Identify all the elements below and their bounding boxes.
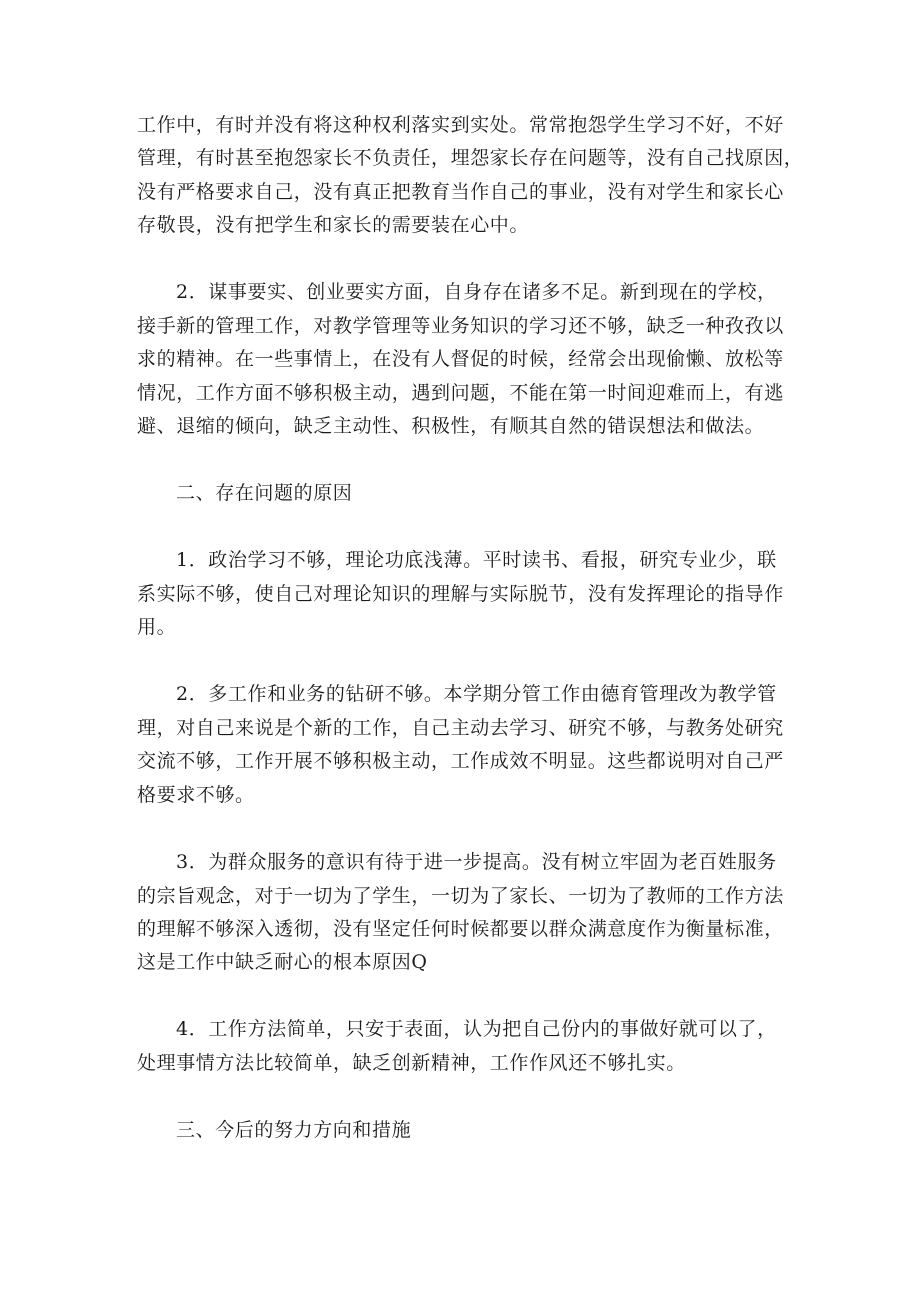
text-line: 管理，有时甚至抱怨家长不负责任，埋怨家长存在问题等，没有自己找原因，: [137, 147, 804, 169]
text-line: 这是工作中缺乏耐心的根本原因Q: [137, 951, 428, 973]
text-line: 避、退缩的倾向，缺乏主动性、积极性，有顺其自然的错误想法和做法。: [137, 415, 765, 437]
text-line: 情况，工作方面不够积极主动，遇到问题，不能在第一时间迎难而上，有逃: [137, 382, 784, 404]
text-line: 没有严格要求自己，没有真正把教育当作自己的事业，没有对学生和家长心: [137, 181, 784, 203]
section-heading: 三、今后的努力方向和措施: [176, 1119, 412, 1141]
text-line: 4．工作方法简单，只安于表面，认为把自己份内的事做好就可以了，: [176, 1018, 777, 1040]
text-line: 用。: [137, 616, 177, 638]
text-line: 工作中，有时并没有将这种权利落实到实处。常常抱怨学生学习不好，不好: [137, 114, 784, 136]
text-line: 存敬畏，没有把学生和家长的需要装在心中。: [137, 214, 530, 236]
text-line: 理，对自己来说是个新的工作，自己主动去学习、研究不够，与教务处研究: [137, 717, 784, 739]
text-line: 接手新的管理工作，对教学管理等业务知识的学习还不够，缺乏一种孜孜以: [137, 315, 784, 337]
text-line: 系实际不够，使自己对理论知识的理解与实际脱节，没有发挥理论的指导作: [137, 583, 784, 605]
text-line: 3．为群众服务的意识有待于进一步提高。没有树立牢固为老百姓服务: [176, 851, 777, 873]
text-line: 求的精神。在一些事情上，在没有人督促的时候，经常会出现偷懒、放松等: [137, 348, 784, 370]
text-line: 交流不够，工作开展不够积极主动，工作成效不明显。这些都说明对自己严: [137, 750, 784, 772]
text-line: 2．谋事要实、创业要实方面，自身存在诸多不足。新到现在的学校，: [176, 281, 777, 303]
text-line: 处理事情方法比较简单，缺乏创新精神，工作作风还不够扎实。: [137, 1052, 686, 1074]
text-line: 格要求不够。: [137, 784, 255, 806]
section-heading: 二、存在问题的原因: [176, 482, 353, 504]
text-line: 1．政治学习不够，理论功底浅薄。平时读书、看报，研究专业少，联: [176, 549, 777, 571]
text-line: 2．多工作和业务的钻研不够。本学期分管工作由德育管理改为教学管: [176, 683, 777, 705]
text-line: 的理解不够深入透彻，没有坚定任何时候都要以群众满意度作为衡量标准，: [137, 918, 784, 940]
text-line: 的宗旨观念，对于一切为了学生，一切为了家长、一切为了教师的工作方法: [137, 885, 784, 907]
